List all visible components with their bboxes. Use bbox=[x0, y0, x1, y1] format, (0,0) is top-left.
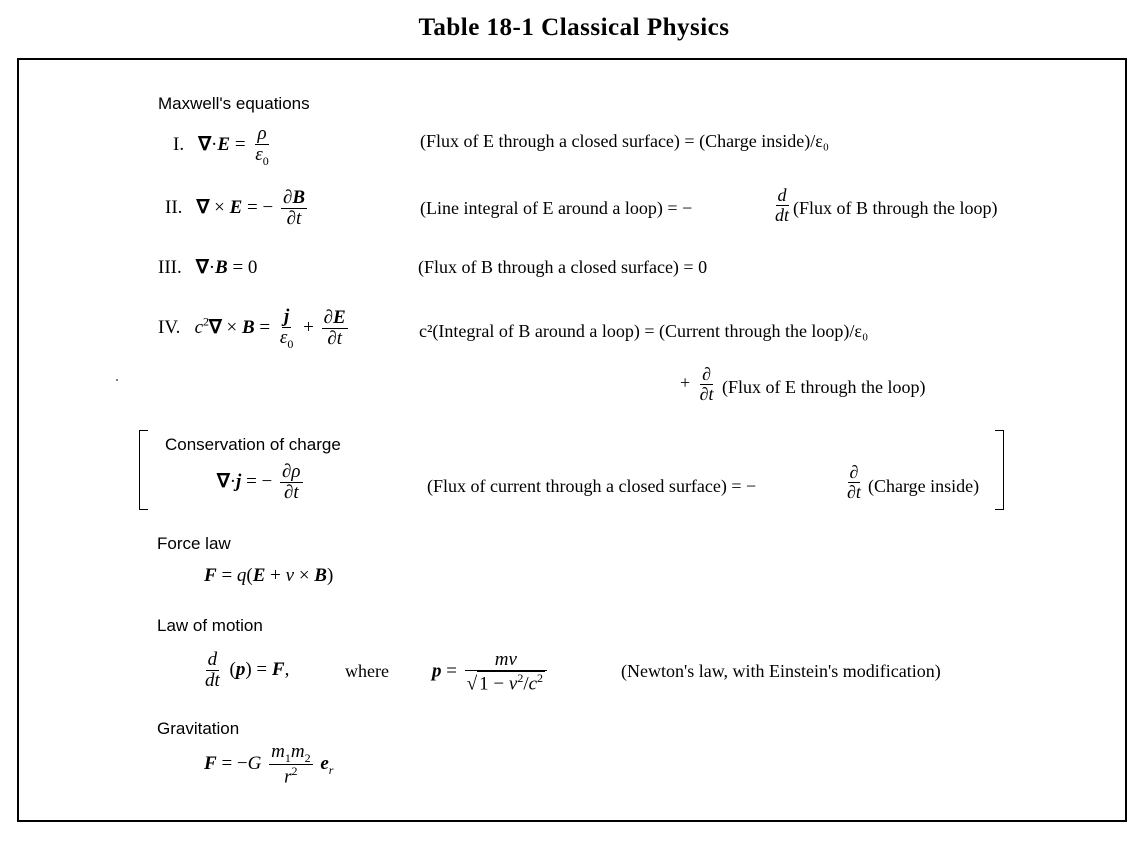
maxwell-eq-2: II. ∇ × E = − $\frac{\partial B}{\partial t}$ bbox=[165, 187, 306, 229]
stray-dot bbox=[116, 379, 118, 381]
maxwell-eq-4: IV. $c^2\nabla \times B$ = $\frac{j}{\varepsilon_0}$ + $\frac{\partial E}{\partial t}$ bbox=[158, 306, 346, 351]
maxwell-eq-4-desc-a: c²(Integral of B around a loop) = (Current through the loop)/ε₀ bbox=[419, 321, 869, 341]
maxwell-eq-2-desc-a: (Line integral of E around a loop) = − bbox=[420, 198, 693, 218]
left-bracket bbox=[139, 430, 148, 510]
conservation-desc-a: (Flux of current through a closed surface) = − bbox=[427, 476, 757, 496]
dB-dt-fraction: $\frac{\partial B}{\partial t}$ bbox=[282, 187, 306, 229]
partial-dt-fraction-c: $\frac{\partial}{\partial t}$ bbox=[847, 462, 861, 502]
maxwell-eq-3-desc: (Flux of B through a closed surface) = 0 bbox=[418, 257, 708, 277]
maxwell-eq-4-desc-b: (Flux of E through the loop) bbox=[722, 377, 926, 397]
force-eq: F = q(E + v × B) bbox=[204, 565, 334, 586]
maxwell-eq-1: I. ∇·E = $\frac{\rho}{\varepsilon_0}$ bbox=[173, 123, 269, 168]
momentum-eq: p = $\frac{mv}{√ 1 - v^2/c^2}$ bbox=[432, 650, 550, 694]
eq-4-number: IV. bbox=[158, 317, 181, 339]
force-heading: Force law bbox=[157, 534, 231, 553]
table-title: Table 18-1 Classical Physics bbox=[418, 14, 730, 41]
maxwell-eq-3: III. ∇·B = 0 bbox=[158, 257, 258, 278]
maxwell-eq-2-desc-b: (Flux of B through the loop) bbox=[793, 198, 998, 218]
maxwell-eq-1-desc: (Flux of E through a closed surface) = (Charge inside)/ε₀ bbox=[420, 131, 830, 151]
drho-dt-fraction: $\frac{\partial\rho}{\partial t}$ bbox=[282, 461, 301, 503]
motion-eq: $\frac{d}{dt}$ (p) = F, bbox=[205, 649, 290, 691]
d-dt-fraction-m: $\frac{d}{dt}$ bbox=[205, 649, 220, 691]
eq-2-number: II. bbox=[165, 196, 183, 218]
right-bracket bbox=[995, 430, 1004, 510]
motion-where: where bbox=[345, 661, 389, 681]
eq-3-number: III. bbox=[158, 257, 182, 278]
dE-dt-fraction: $\frac{\partial E}{\partial t}$ bbox=[323, 307, 346, 350]
j-over-eps-fraction: $\frac{j}{\varepsilon_0}$ bbox=[279, 306, 294, 351]
mass-over-r2-fraction: $\frac{m_1m_2}{r^2}$ bbox=[271, 741, 311, 788]
gravitation-heading: Gravitation bbox=[157, 719, 240, 738]
conservation-desc-b: (Charge inside) bbox=[868, 476, 980, 496]
motion-heading: Law of motion bbox=[157, 616, 263, 635]
motion-desc: (Newton's law, with Einstein's modification) bbox=[621, 661, 941, 681]
eq-1-number: I. bbox=[173, 134, 185, 156]
conservation-eq: ∇·j = − $\frac{\partial\rho}{\partial t}$ bbox=[217, 461, 301, 503]
conservation-heading: Conservation of charge bbox=[165, 435, 341, 454]
d-dt-fraction-2: $\frac{d}{dt}$ bbox=[775, 185, 790, 225]
gravitation-eq: F = −G $\frac{m_1m_2}{r^2}$ $e_r$ bbox=[204, 741, 334, 788]
relativistic-fraction: $\frac{mv}{√ 1 - v^2/c^2}$ bbox=[465, 650, 547, 694]
rho-over-eps-fraction: $\frac{\rho}{\varepsilon_0}$ bbox=[255, 123, 269, 168]
maxwell-heading: Maxwell's equations bbox=[158, 94, 310, 113]
partial-dt-fraction-4: + $\frac{\partial}{\partial t}$ bbox=[680, 364, 714, 404]
